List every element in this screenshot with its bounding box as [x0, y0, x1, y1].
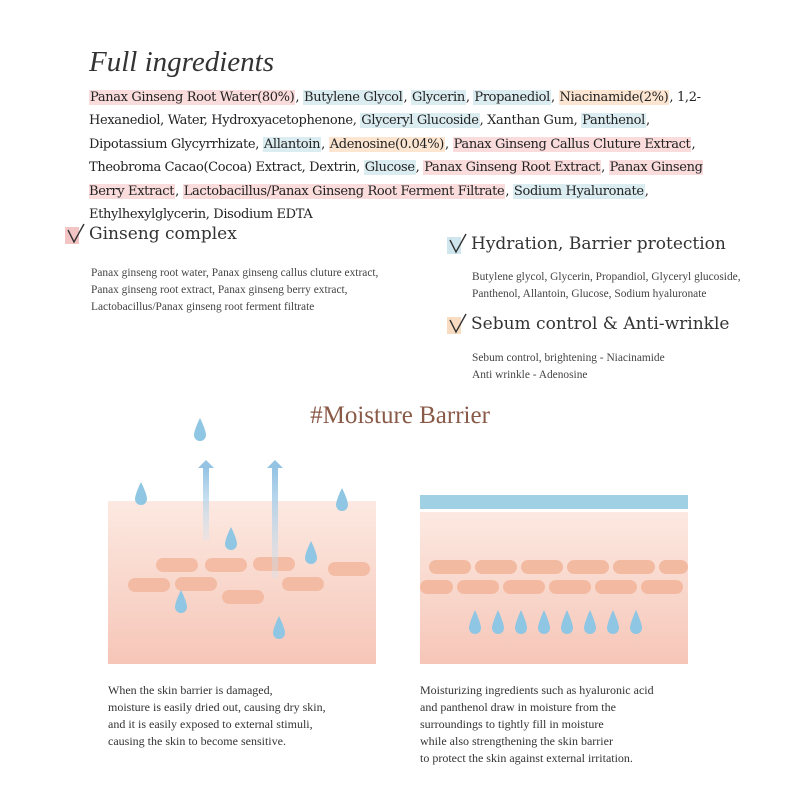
- skin-cell: [128, 578, 170, 592]
- water-drop-icon: [135, 482, 147, 505]
- damaged-barrier-diagram: [100, 410, 390, 670]
- skin-cell: [475, 560, 517, 574]
- skin-cell: [549, 580, 591, 594]
- skin-cell: [503, 580, 545, 594]
- ingredients-list: [89, 86, 729, 226]
- ingredient-text: ,: [601, 160, 609, 176]
- ingredient-text: , Ethylhexylglycerin, Disodium EDTA: [89, 183, 649, 223]
- ingredient-highlight: Allantoin: [263, 136, 321, 152]
- ingredient-text: ,: [550, 90, 559, 105]
- ingredient-text: ,: [445, 136, 453, 152]
- healthy-barrier-diagram: [419, 493, 691, 667]
- skin-cell: [429, 560, 471, 574]
- ingredient-text: , Xanthan Gum,: [479, 113, 582, 129]
- skin-cell: [328, 562, 370, 576]
- ingredient-text: , Theobroma Cacao(Cocoa) Extract, Dextrin,: [89, 136, 696, 176]
- ingredient-highlight: Niacinamide(2%): [559, 90, 669, 105]
- damaged-barrier-caption: When the skin barrier is damaged, moisture is easily dried out, causing dry skin, and it is easily exposed to external stimuli, causing the skin to become sensitive.: [108, 683, 326, 748]
- section-hydration: [447, 232, 787, 312]
- check-mark-icon: [447, 312, 469, 336]
- water-drop-icon: [336, 488, 348, 511]
- ingredient-highlight: Adenosine(0.04%): [329, 136, 445, 152]
- ingredient-highlight: Glucose: [364, 160, 415, 176]
- ingredient-highlight: Lactobacillus/Panax Ginseng Root Ferment Filtrate: [183, 183, 505, 199]
- ingredient-highlight: Panthenol: [582, 113, 645, 129]
- water-drop-icon: [194, 418, 206, 441]
- skin-cell: [420, 580, 453, 594]
- ingredient-highlight: Panax Ginseng Root Extract: [424, 160, 601, 176]
- ingredient-text: ,: [403, 90, 412, 105]
- ingredient-text: ,: [465, 90, 474, 105]
- skin-cell: [613, 560, 655, 574]
- skin-cell: [156, 558, 198, 572]
- ingredient-text: ,: [175, 183, 183, 199]
- hydration-title: Hydration, Barrier protection: [471, 234, 726, 254]
- ingredient-text: ,: [321, 136, 329, 152]
- ingredient-text: , Dipotassium Glycyrrhizate,: [89, 113, 650, 152]
- moisture-barrier-title: #Moisture Barrier: [310, 402, 490, 429]
- skin-cell: [222, 590, 264, 604]
- sebum-title: Sebum control & Anti-wrinkle: [471, 314, 730, 334]
- ingredient-highlight: Sodium Hyaluronate: [513, 183, 644, 199]
- check-mark-icon: [447, 232, 469, 256]
- skin-cell: [205, 558, 247, 572]
- ginseng-description: Panax ginseng root water, Panax ginseng callus cluture extract, Panax ginseng root extract, Panax ginseng berry extract, Lactobacillus/Panax ginseng root ferment filtrate: [91, 267, 379, 313]
- ingredient-highlight: Glycerin: [412, 90, 465, 105]
- ginseng-title: Ginseng complex: [89, 224, 237, 244]
- ingredient-text: ,: [415, 160, 424, 176]
- ingredient-highlight: Propanediol: [474, 90, 550, 105]
- sebum-description: Sebum control, brightening - Niacinamide Anti wrinkle - Adenosine: [472, 352, 665, 381]
- skin-cell: [282, 577, 324, 591]
- ingredient-text: , 1,2-Hexanediol, Water, Hydroxyacetophenone,: [89, 90, 701, 129]
- ingredient-highlight: Butylene Glycol: [304, 90, 403, 105]
- section-sebum-control: [447, 312, 787, 392]
- check-mark-icon: [65, 222, 87, 246]
- skin-cell: [595, 580, 637, 594]
- skin-cell: [175, 577, 217, 591]
- ingredient-text: ,: [295, 90, 303, 105]
- healthy-barrier-caption: Moisturizing ingredients such as hyaluronic acid and panthenol draw in moisture from the surroundings to tightly fill in moisture while also strengthening the skin barrier to protect the skin against external irritation.: [420, 683, 654, 765]
- skin-cell: [659, 560, 688, 574]
- ingredient-text: ,: [505, 183, 513, 199]
- ingredient-highlight: Panax Ginseng Berry Extract: [89, 160, 703, 199]
- skin-cell: [457, 580, 499, 594]
- moisture-barrier-band: [420, 495, 688, 509]
- ingredient-highlight: Panax Ginseng Root Water(80%): [90, 90, 295, 105]
- ingredient-highlight: Glyceryl Glucoside: [361, 113, 479, 129]
- ingredient-highlight: Panax Ginseng Callus Cluture Extract: [453, 136, 691, 152]
- skin-cell: [521, 560, 563, 574]
- skin-cell: [641, 580, 683, 594]
- hydration-description: Butylene glycol, Glycerin, Propandiol, Glyceryl glucoside, Panthenol, Allantoin, Glucose, Sodium hyaluronate: [472, 271, 741, 300]
- skin-cell: [567, 560, 609, 574]
- section-ginseng-complex: [65, 222, 465, 322]
- page-title: Full ingredients: [89, 46, 274, 78]
